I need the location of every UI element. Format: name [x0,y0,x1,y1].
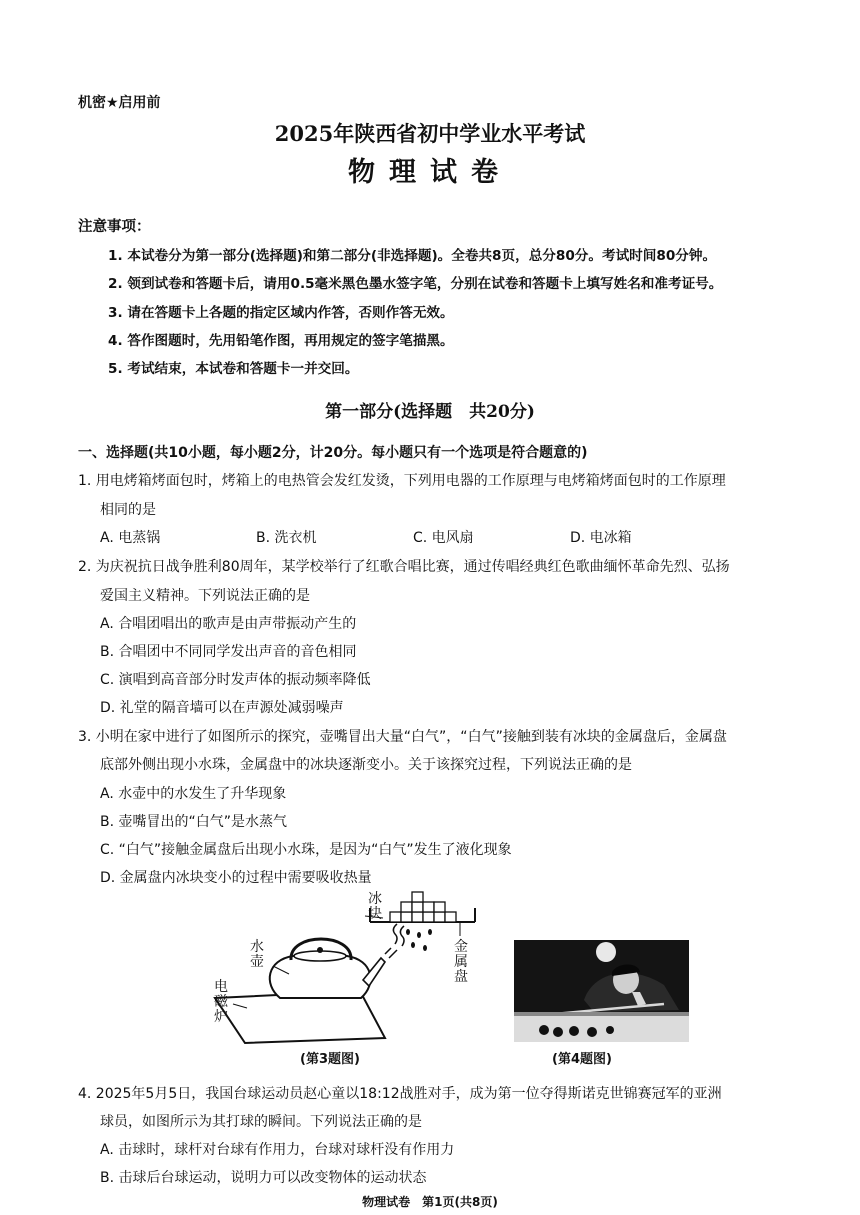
paper-subject-title: 物理试卷 [348,157,512,188]
question-4-option-a: A. 击球时，球杆对台球有作用力，台球对球杆没有作用力 [100,1142,455,1158]
question-1-option-c: C. 电风扇 [413,530,474,546]
question-2-option-c: C. 演唱到高音部分时发声体的振动频率降低 [100,672,371,688]
question-2-stem-cont: 爱国主义精神。下列说法正确的是 [100,588,310,604]
notice-item: 5. 考试结束，本试卷和答题卡一并交回。 [108,361,359,377]
question-3-stem-cont: 底部外侧出现小水珠，金属盘中的冰块逐渐变小。关于该探究过程，下列说法正确的是 [100,757,632,773]
question-2-option-a: A. 合唱团唱出的歌声是由声带振动产生的 [100,616,357,632]
label-stove: 电磁炉 [214,979,228,1025]
question-1-option-b: B. 洗衣机 [256,530,317,546]
question-1-stem: 1. 用电烤箱烤面包时，烤箱上的电热管会发红发烫，下列用电器的工作原理与电烤箱烤面包时的工作原理 [78,473,726,489]
notice-heading: 注意事项： [78,219,151,235]
notice-item: 3. 请在答题卡上各题的指定区域内作答，否则作答无效。 [108,305,454,321]
question-4-stem: 4. 2025年5月5日，我国台球运动员赵心童以18:12战胜对手，成为第一位夺得斯诺克世锦赛冠军的亚洲 [78,1086,722,1102]
figure-3-kettle-experiment [205,888,485,1046]
part-one-title: 第一部分(选择题 共20分) [325,402,535,422]
label-metal-plate: 金属盘 [454,939,468,985]
figure-4-snooker-photo [514,940,689,1042]
question-2-option-d: D. 礼堂的隔音墙可以在声源处减弱噪声 [100,700,344,716]
question-1-option-a: A. 电蒸锅 [100,530,161,546]
question-3-option-c: C. “白气”接触金属盘后出现小水珠，是因为“白气”发生了液化现象 [100,842,512,858]
figure-4-caption: (第4题图) [552,1052,612,1067]
question-3-stem: 3. 小明在家中进行了如图所示的探究，壶嘴冒出大量“白气”，“白气”接触到装有冰块的金属盘后，金属盘 [78,729,727,745]
label-kettle: 水壶 [250,939,264,970]
question-3-option-d: D. 金属盘内冰块变小的过程中需要吸收热量 [100,870,372,886]
question-3-option-a: A. 水壶中的水发生了升华现象 [100,786,287,802]
notice-item: 4. 答作图题时，先用铅笔作图，再用规定的签字笔描黑。 [108,333,454,349]
question-2-option-b: B. 合唱团中不同同学发出声音的音色相同 [100,644,357,660]
question-3-option-b: B. 壶嘴冒出的“白气”是水蒸气 [100,814,288,830]
question-2-stem: 2. 为庆祝抗日战争胜利80周年，某学校举行了红歌合唱比赛，通过传唱经典红色歌曲缅怀革命先烈、弘扬 [78,559,730,575]
exam-title: 2025年陕西省初中学业水平考试 [274,121,586,146]
page-footer: 物理试卷 第1页(共8页) [362,1195,498,1209]
question-4-option-b: B. 击球后台球运动，说明力可以改变物体的运动状态 [100,1170,427,1186]
question-1-stem-cont: 相同的是 [100,502,156,518]
question-1-option-d: D. 电冰箱 [570,530,632,546]
label-ice: 冰块 [368,891,382,922]
figure-3-caption: (第3题图) [300,1052,360,1067]
question-4-stem-cont: 球员，如图所示为其打球的瞬间。下列说法正确的是 [100,1114,422,1130]
confidential-mark: 机密★启用前 [78,95,161,111]
notice-item: 2. 领到试卷和答题卡后，请用0.5毫米黑色墨水签字笔，分别在试卷和答题卡上填写姓名和准考证号。 [108,276,723,292]
section-heading: 一、选择题(共10小题，每小题2分，计20分。每小题只有一个选项是符合题意的) [78,445,588,461]
notice-item: 1. 本试卷分为第一部分(选择题)和第二部分(非选择题)。全卷共8页，总分80分。考试时间80分钟。 [108,248,717,264]
